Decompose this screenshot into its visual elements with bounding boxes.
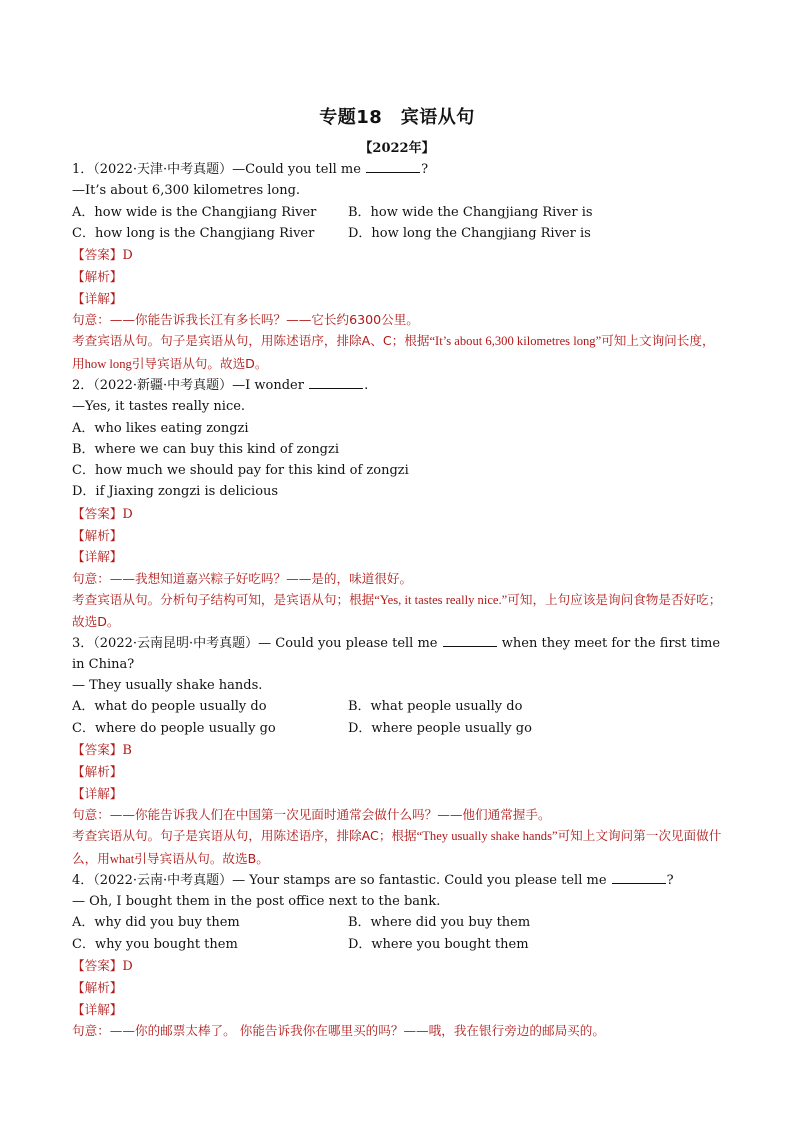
analysis-tag: 【解析】 (72, 980, 123, 996)
option-a: A．why did you buy them (72, 915, 240, 931)
question-3-options-row-2 (72, 718, 724, 739)
question-4-reply: — Oh, I bought them in the post office next to the bank. (72, 894, 441, 910)
page-title: 专题18 宾语从句 (319, 107, 475, 128)
option-b: B．where did you buy them (348, 915, 531, 931)
option-d: D．where you bought them (348, 936, 529, 952)
detail-tag: 【详解】 (72, 1001, 123, 1017)
question-3-options-row-1 (72, 696, 724, 717)
sentence-meaning: 句意：——你能告诉我人们在中国第一次见面时通常会做什么吗？——他们通常握手。 (72, 806, 551, 822)
question-list (72, 159, 724, 1041)
explanation: 考查宾语从句。句子是宾语从句，用陈述语序，排除AC；根据“They usually shake hands”可知上文询问第一次见面做什么，用what引导宾语从句。故选B。 (72, 828, 722, 866)
option-a: A．how wide is the Changjiang River (72, 204, 317, 220)
option-a: A．what do people usually do (72, 699, 267, 715)
analysis-tag: 【解析】 (72, 269, 123, 285)
explanation: 考查宾语从句。句子是宾语从句，用陈述语序，排除A、C；根据“It’s about 6,300 kilometres long”可知上文询问长度，用how long引导宾语从句。故选D。 (72, 333, 715, 371)
answer-blank (366, 160, 420, 173)
detail-tag: 【详解】 (72, 549, 123, 565)
question-2-reply: —Yes, it tastes really nice. (72, 399, 246, 415)
question-1-options-row-2 (72, 223, 724, 244)
sentence-meaning: 句意：——我想知道嘉兴粽子好吃吗？——是的，味道很好。 (72, 570, 413, 586)
question-1-reply: —It’s about 6,300 kilometres long. (72, 183, 301, 199)
option-c: C．how long is the Changjiang River (72, 225, 315, 241)
answer-blank (612, 871, 666, 884)
option-b: B．where we can buy this kind of zongzi (72, 441, 340, 457)
question-4-stem: 4．（2022·云南·中考真题）— Your stamps are so fantastic. Could you please tell me ? (72, 872, 674, 888)
answer-blank (309, 376, 363, 389)
answer-line: 【答案】D (72, 505, 133, 522)
answer-line: 【答案】D (72, 957, 133, 974)
answer-blank (443, 634, 497, 647)
option-d: D．how long the Changjiang River is (348, 225, 591, 241)
answer-line: 【答案】B (72, 742, 132, 759)
question-1-stem: 1．（2022·天津·中考真题）—Could you tell me ? (72, 162, 429, 177)
detail-tag: 【详解】 (72, 290, 123, 306)
sentence-meaning: 句意：——你能告诉我长江有多长吗？——它长约6300公里。 (72, 312, 419, 328)
question-4-options-row-2 (72, 934, 724, 955)
question-3-reply: — They usually shake hands. (72, 678, 263, 694)
answer-line: 【答案】D (72, 247, 133, 264)
question-3-stem: 3．（2022·云南昆明·中考真题）— Could you please tell me when they meet for the first time in China? (72, 635, 721, 672)
explanation: 考查宾语从句。分析句子结构可知，是宾语从句；根据“Yes, it tastes really nice.”可知，上句应该是询问食物是否好吃；故选D。 (72, 591, 722, 630)
question-4-options-row-1 (72, 912, 724, 933)
option-d: D．where people usually go (348, 720, 532, 736)
option-c: C．why you bought them (72, 936, 238, 952)
analysis-tag: 【解析】 (72, 528, 123, 544)
analysis-tag: 【解析】 (72, 764, 123, 780)
option-d: D．if Jiaxing zongzi is delicious (72, 484, 279, 500)
question-1-options-row-1 (72, 202, 724, 223)
option-b: B．what people usually do (348, 699, 523, 715)
option-c: C．where do people usually go (72, 720, 276, 736)
option-c: C．how much we should pay for this kind of zongzi (72, 463, 409, 479)
option-a: A．who likes eating zongzi (72, 420, 249, 436)
sentence-meaning: 句意：——你的邮票太棒了。 你能告诉我你在哪里买的吗？——哦，我在银行旁边的邮局买的。 (72, 1022, 605, 1038)
option-b: B．how wide the Changjiang River is (348, 204, 593, 220)
detail-tag: 【详解】 (72, 785, 123, 801)
year-heading: 【2022年】 (359, 141, 435, 156)
question-2-stem: 2．（2022·新疆·中考真题）—I wonder . (72, 377, 369, 393)
